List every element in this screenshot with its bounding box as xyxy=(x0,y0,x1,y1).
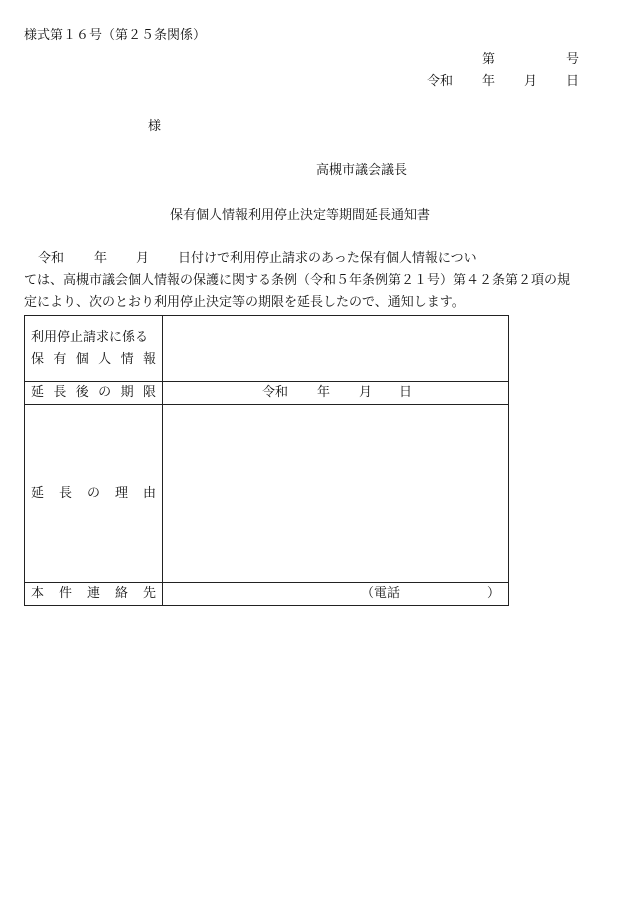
notice-table xyxy=(24,315,509,606)
body-month: 月 xyxy=(136,251,150,266)
label-contact xyxy=(25,583,163,606)
deadline-month: 月 xyxy=(359,385,373,400)
date-era: 令和 xyxy=(427,74,454,89)
deadline-day: 日 xyxy=(399,385,413,400)
label-char: 長 xyxy=(53,385,67,400)
label-char: 由 xyxy=(142,485,156,501)
date-year: 年 xyxy=(482,74,496,89)
table-row xyxy=(25,382,509,405)
label-char: 有 xyxy=(53,351,67,367)
table-row xyxy=(25,583,509,606)
recipient-honorific: 様 xyxy=(148,119,162,134)
label-line-1: 利用停止請求に係る xyxy=(31,329,149,345)
body-rest: 日付けで利用停止請求のあった保有個人情報につい xyxy=(178,251,477,266)
body-line-3: 定により、次のとおり利用停止決定等の期限を延長したので、通知します。 xyxy=(24,295,465,310)
label-extension-reason xyxy=(25,405,163,583)
document-title: 保有個人情報利用停止決定等期間延長通知書 xyxy=(170,208,431,223)
extended-deadline-field[interactable] xyxy=(163,382,509,405)
phone-label: （電話 xyxy=(361,586,401,601)
document-number-prefix: 第 xyxy=(482,52,496,67)
label-char: 延 xyxy=(31,385,45,400)
label-char: の xyxy=(98,385,112,400)
contact-field[interactable] xyxy=(163,583,509,606)
phone-close-paren: ） xyxy=(487,586,501,601)
table-row xyxy=(25,405,509,583)
label-char: 報 xyxy=(142,351,156,367)
label-char: 保 xyxy=(31,351,45,367)
label-char: 絡 xyxy=(114,586,128,601)
body-year: 年 xyxy=(94,251,108,266)
label-line-2 xyxy=(25,349,162,371)
document-number-suffix: 号 xyxy=(566,52,580,67)
label-char: 延 xyxy=(31,485,45,501)
extension-reason-field[interactable] xyxy=(163,405,509,583)
label-char: 先 xyxy=(142,586,156,601)
sender-name: 高槻市議会議長 xyxy=(316,163,408,178)
label-char: 個 xyxy=(75,351,89,367)
personal-info-field[interactable] xyxy=(163,316,509,382)
table-row xyxy=(25,316,509,382)
label-char: 長 xyxy=(58,485,72,501)
label-char: 本 xyxy=(31,586,45,601)
label-char: 連 xyxy=(86,586,100,601)
body-line-2: ては、高槻市議会個人情報の保護に関する条例（令和５年条例第２１号）第４２条第２項の規 xyxy=(24,273,571,288)
label-char: 件 xyxy=(58,586,72,601)
label-extended-deadline xyxy=(25,382,163,405)
label-char: 情 xyxy=(120,351,134,367)
label-char: 後 xyxy=(75,385,89,400)
form-number: 様式第１６号（第２５条関係） xyxy=(24,28,207,43)
label-char: の xyxy=(86,485,100,501)
deadline-year: 年 xyxy=(317,385,331,400)
deadline-era: 令和 xyxy=(262,385,289,400)
label-char: 期 xyxy=(120,385,134,400)
label-personal-info xyxy=(25,316,163,382)
label-char: 理 xyxy=(114,485,128,501)
label-char: 限 xyxy=(142,385,156,400)
date-day: 日 xyxy=(566,74,580,89)
label-char: 人 xyxy=(98,351,112,367)
body-era: 令和 xyxy=(38,251,65,266)
date-month: 月 xyxy=(524,74,538,89)
